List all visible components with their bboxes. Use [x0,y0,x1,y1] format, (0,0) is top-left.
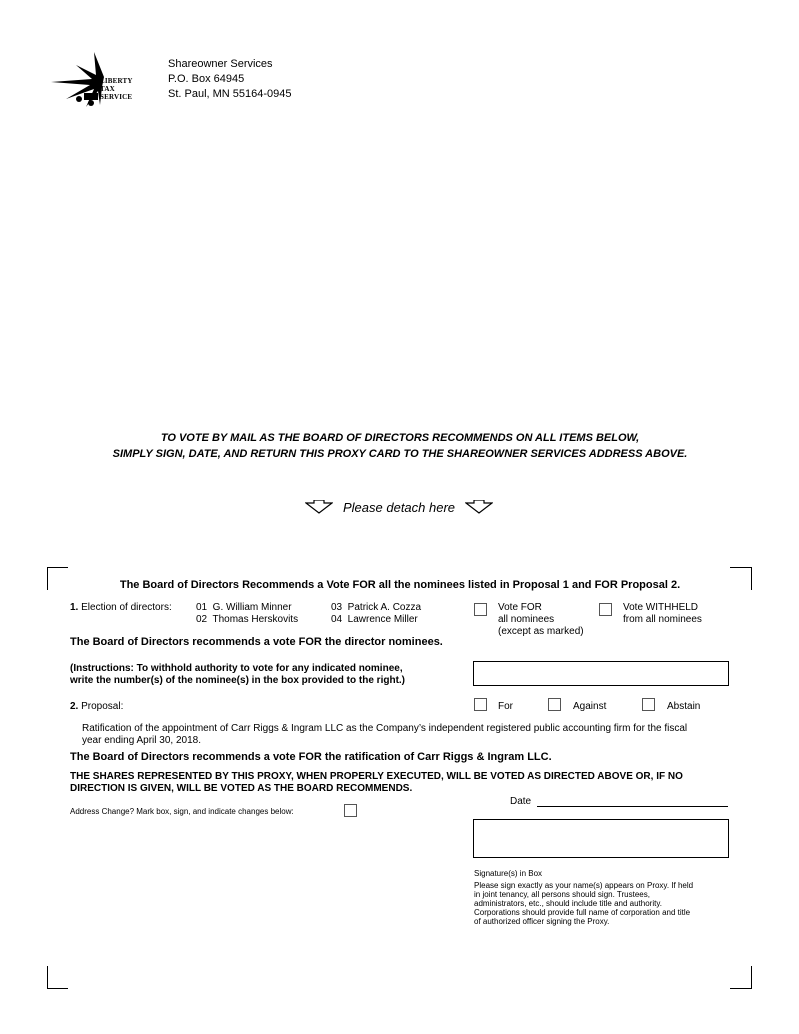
vote-for-line-1: Vote FOR [498,602,542,613]
proposal-1-text: Election of directors: [81,602,172,613]
instructions-line-2: SIMPLY SIGN, DATE, AND RETURN THIS PROXY CARD TO THE SHAREOWNER SERVICES ADDRESS ABOVE. [112,448,688,460]
liberty-tax-logo [46,47,146,109]
date-label: Date [510,796,532,807]
detach-indicator [305,498,495,518]
detach-label: Please detach here [343,500,456,515]
vote-for-all-checkbox[interactable] [474,603,487,616]
vote-withheld-label [623,602,702,626]
proposal-2-for-checkbox[interactable] [474,698,487,711]
crop-mark-bottom-left [47,966,68,989]
signature-label: Signature(s) in Box [474,869,543,878]
proposal-2-against-checkbox[interactable] [548,698,561,711]
date-input[interactable] [537,806,728,807]
return-address [168,57,292,102]
vote-for-line-3: (except as marked) [498,626,584,637]
vote-withheld-line-2: from all nominees [623,614,702,625]
logo-line-2: TAX [100,85,115,93]
logo-line-1: LIBERTY [100,77,133,85]
recommendation-ratification: The Board of Directors recommends a vote FOR the ratification of Carr Riggs & Ingram LLC. [70,751,552,763]
instructions-line-1: TO VOTE BY MAIL AS THE BOARD OF DIRECTORS RECOMMENDS ON ALL ITEMS BELOW, [160,432,640,444]
sign-instructions-line-3: administrators, etc., should include title and authority. [474,899,662,908]
ratification-line-1: Ratification of the appointment of Carr Riggs & Ingram LLC as the Company’s independent registered public accounting firm for the fiscal [82,723,688,734]
ratification-line-2: year ending April 30, 2018. [82,735,201,746]
withhold-instructions [70,663,405,687]
nominee-04: 04 Lawrence Miller [331,614,418,625]
proposal-1-label [70,602,172,614]
vote-for-all-label [498,602,584,638]
sign-instructions-line-1: Please sign exactly as your name(s) appears on Proxy. If held [474,881,694,890]
crop-mark-bottom-right [730,966,752,989]
proposal-2-label [70,701,123,713]
shares-notice [70,771,683,795]
address-line-3: St. Paul, MN 55164-0945 [168,88,292,100]
vote-withheld-line-1: Vote WITHHELD [623,602,699,613]
signature-box[interactable] [473,819,729,858]
address-line-1: Shareowner Services [168,58,273,70]
shares-notice-line-1: THE SHARES REPRESENTED BY THIS PROXY, WHEN PROPERLY EXECUTED, WILL BE VOTED AS DIRECTED ABOVE OR, IF NO [70,771,683,782]
nominee-list-col-1 [196,602,298,626]
proposal-2-text: Proposal: [81,701,124,712]
logo-line-3: SERVICE [100,93,133,101]
arrow-down-icon [465,500,493,514]
ratification-text [82,723,742,747]
sign-instructions [474,881,728,926]
proposal-2-for-label: For [498,701,513,712]
address-change-label: Address Change? Mark box, sign, and indicate changes below: [70,807,294,816]
shares-notice-line-2: DIRECTION IS GIVEN, WILL BE VOTED AS THE BOARD RECOMMENDS. [70,783,413,794]
nominee-02: 02 Thomas Herskovits [196,614,299,625]
vote-for-line-2: all nominees [498,614,555,625]
arrow-down-icon [305,500,333,514]
address-line-2: P.O. Box 64945 [168,73,245,85]
recommendation-directors: The Board of Directors recommends a vote FOR the director nominees. [70,636,443,648]
sign-instructions-line-5: of authorized officer signing the Proxy. [474,917,610,926]
card-heading: The Board of Directors Recommends a Vote FOR all the nominees listed in Proposal 1 and FOR Proposal 2. [119,579,681,591]
nominee-list-col-2 [331,602,421,626]
nominee-03: 03 Patrick A. Cozza [331,602,422,613]
proposal-2-abstain-label: Abstain [667,701,701,712]
proposal-1-number: 1. [70,602,79,613]
withhold-nominee-input[interactable] [473,661,729,686]
withhold-line-1: (Instructions: To withhold authority to vote for any indicated nominee, [70,663,403,674]
proposal-2-abstain-checkbox[interactable] [642,698,655,711]
mail-instructions [60,430,740,462]
proposal-2-against-label: Against [573,701,607,712]
sign-instructions-line-2: in joint tenancy, all persons should sign. Trustees, [474,890,650,899]
sign-instructions-line-4: Corporations should provide full name of corporation and title [474,908,691,917]
vote-withheld-checkbox[interactable] [599,603,612,616]
nominee-01: 01 G. William Minner [196,602,292,613]
withhold-line-2: write the number(s) of the nominee(s) in the box provided to the right.) [70,675,406,686]
proposal-2-number: 2. [70,701,79,712]
address-change-checkbox[interactable] [344,804,357,817]
